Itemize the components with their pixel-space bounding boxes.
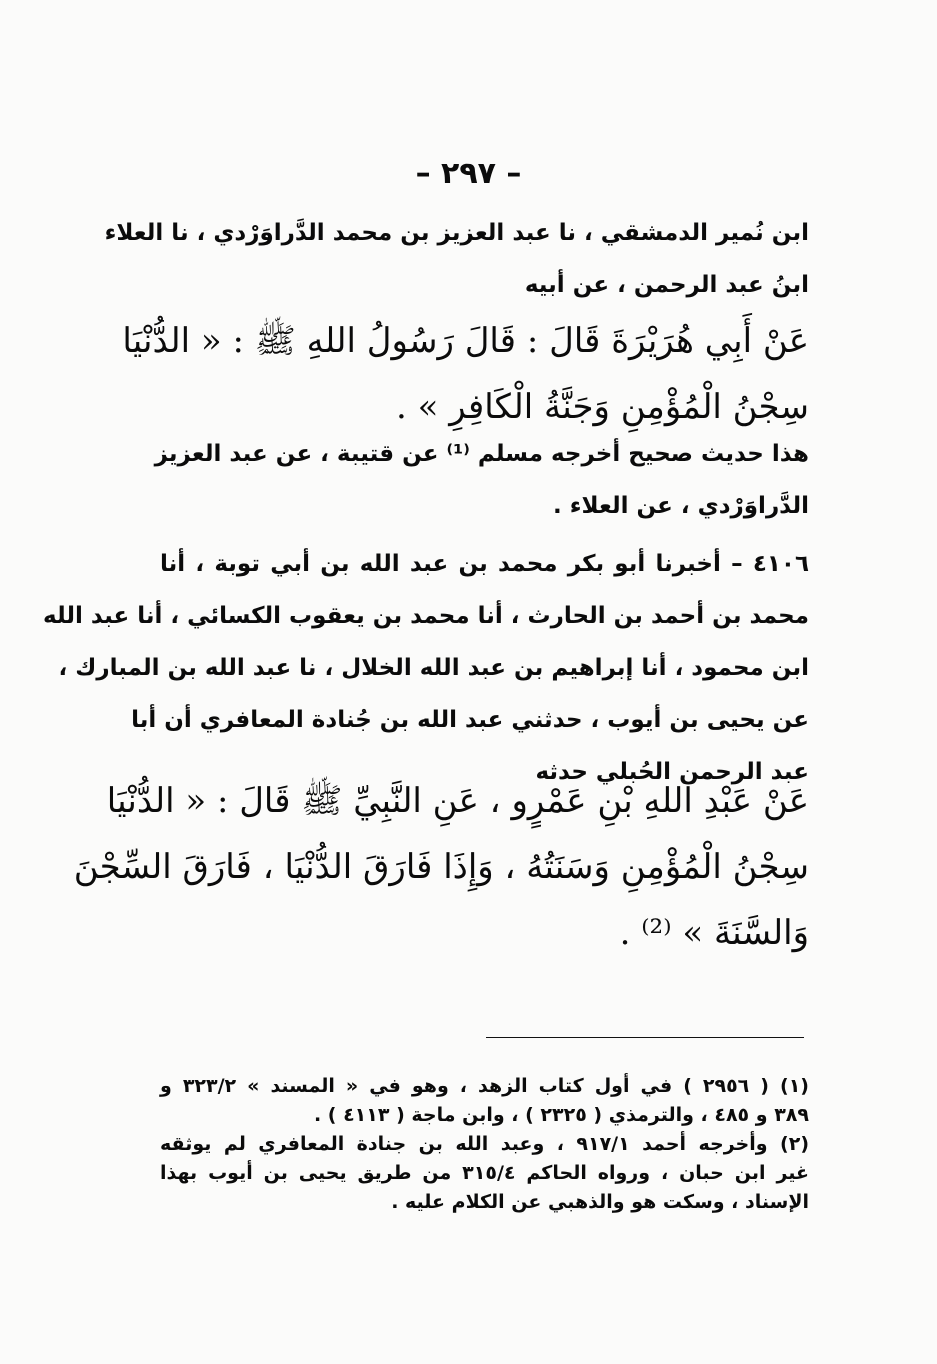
footnote-line: ٣٨٩ و ٤٨٥ ، والترمذي ( ٢٣٢٥ ) ، وابن ماجة ( ٤١١٣ ) . xyxy=(313,1104,809,1126)
authentication-note xyxy=(154,428,809,532)
text-line: ٤١٠٦ – أخبرنا أبو بكر محمد بن عبد الله بن أبي توبة ، أنا xyxy=(160,551,809,577)
footnote-line: غير ابن حبان ، ورواه الحاكم ٣١٥/٤ من طريق يحيى بن أيوب بهذا xyxy=(160,1162,809,1184)
footnote-line: (١) ( ٢٩٥٦ ) في أول كتاب الزهد ، وهو في « المسند » ٣٢٣/٢ و xyxy=(160,1075,809,1097)
text-line: عن يحيى بن أيوب ، حدثني عبد الله بن جُنادة المعافري أن أبا xyxy=(131,707,809,733)
hadith-text-2 xyxy=(73,768,809,966)
text-line: ابن نُمير الدمشقي ، نا عبد العزيز بن محمد الدَّراوَرْدي ، نا العلاء xyxy=(104,220,809,246)
footnote-line: (٢) وأخرجه أحمد ٩١٧/١ ، وعبد الله بن جنادة المعافري لم يوثقه xyxy=(160,1133,809,1155)
text-line: عَنْ عَبْدِ اللهِ بْنِ عَمْرٍو ، عَنِ النَّبِيِّ ﷺ قَالَ : « الدُّنْيَا xyxy=(106,781,809,821)
footnote-line: الإسناد ، وسكت هو والذهبي عن الكلام عليه . xyxy=(391,1191,809,1213)
footnote-divider xyxy=(486,1037,804,1038)
hadith-text-1 xyxy=(122,308,809,440)
isnad-chain-2 xyxy=(43,538,809,798)
isnad-chain-1 xyxy=(104,207,809,311)
text-line: محمد بن أحمد بن الحارث ، أنا محمد بن يعقوب الكسائي ، أنا عبد الله xyxy=(43,603,809,629)
text-line: ابن محمود ، أنا إبراهيم بن عبد الله الخلال ، نا عبد الله بن المبارك ، xyxy=(58,655,809,681)
text-line: هذا حديث صحيح أخرجه مسلم ⁽¹⁾ عن قتيبة ، عن عبد العزيز xyxy=(154,441,809,467)
text-line: ابنُ عبد الرحمن ، عن أبيه xyxy=(524,272,809,298)
text-line: سِجْنُ الْمُؤْمِنِ وَسَنَتُهُ ، وَإِذَا فَارَقَ الدُّنْيَا ، فَارَقَ السِّجْنَ xyxy=(73,847,809,887)
text-line: عَنْ أَبِي هُرَيْرَةَ قَالَ : قَالَ رَسُولُ اللهِ ﷺ : « الدُّنْيَا xyxy=(122,321,809,361)
footnotes xyxy=(160,1072,809,1217)
text-line: وَالسَّنَةَ » ⁽²⁾ . xyxy=(619,913,809,953)
text-line: الدَّراوَرْدي ، عن العلاء . xyxy=(553,493,809,519)
text-line: سِجْنُ الْمُؤْمِنِ وَجَنَّةُ الْكَافِرِ » . xyxy=(396,387,809,427)
page-number: – ٢٩٧ – xyxy=(415,156,522,191)
text-line: عبد الرحمن الحُبلي حدثه xyxy=(535,759,809,785)
